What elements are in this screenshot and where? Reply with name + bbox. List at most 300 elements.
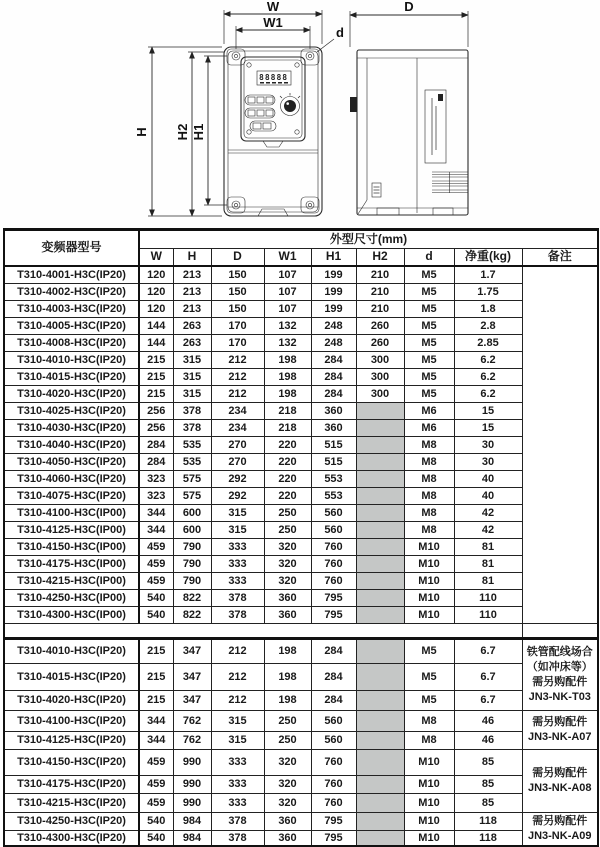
- table-row: [4, 607, 598, 624]
- screw-cell: M8: [404, 505, 454, 522]
- model-cell: T310-4015-H3C(IP20): [4, 664, 139, 691]
- d-cell: 315: [211, 522, 264, 539]
- model-cell: T310-4175-H3C(IP20): [4, 776, 139, 794]
- w1-cell: 220: [264, 488, 311, 505]
- h2-cell: [356, 691, 404, 711]
- h-cell: 762: [173, 732, 211, 750]
- h1-cell: 515: [311, 454, 356, 471]
- w-cell: 144: [139, 318, 173, 335]
- weight-cell: 6.2: [454, 369, 522, 386]
- w1-cell: 360: [264, 607, 311, 624]
- model-cell: T310-4005-H3C(IP20): [4, 318, 139, 335]
- remark-cell: [522, 711, 598, 750]
- weight-cell: 118: [454, 813, 522, 831]
- dimensions-table: [3, 228, 599, 847]
- bottom-notch: [258, 209, 288, 216]
- dim-label-h1: H1: [191, 123, 206, 141]
- remark-line: 铁管配线场合: [526, 646, 593, 659]
- h-cell: 822: [173, 590, 211, 607]
- screw-cell: M6: [404, 403, 454, 420]
- remark-line: JN3-NK-A08: [527, 782, 592, 794]
- table-row: [4, 318, 598, 335]
- h1-cell: 248: [311, 318, 356, 335]
- screw-cell: M10: [404, 556, 454, 573]
- h1-cell: 560: [311, 505, 356, 522]
- h1-cell: 760: [311, 573, 356, 590]
- mounting-hook: [350, 97, 357, 112]
- h-cell: 535: [173, 454, 211, 471]
- table-row: [4, 691, 598, 711]
- h-cell: 213: [173, 301, 211, 318]
- h1-cell: 284: [311, 352, 356, 369]
- h2-cell: [356, 639, 404, 664]
- h1-cell: 360: [311, 420, 356, 437]
- d-cell: 333: [211, 539, 264, 556]
- w-cell: 120: [139, 266, 173, 284]
- h-cell: 378: [173, 420, 211, 437]
- potentiometer-knob: [280, 93, 300, 116]
- w1-cell: 198: [264, 386, 311, 403]
- remark-line: 需另购配件: [532, 767, 588, 780]
- h2-cell: [356, 522, 404, 539]
- h2-cell: [356, 664, 404, 691]
- table-body-group1: [4, 266, 598, 624]
- w1-cell: 132: [264, 318, 311, 335]
- table-row: [4, 352, 598, 369]
- screw-cell: M5: [404, 318, 454, 335]
- table-row: [4, 437, 598, 454]
- h1-cell: 795: [311, 590, 356, 607]
- h-cell: 990: [173, 794, 211, 813]
- d-cell: 212: [211, 664, 264, 691]
- h1-cell: 360: [311, 403, 356, 420]
- model-cell: T310-4215-H3C(IP20): [4, 794, 139, 813]
- w1-cell: 218: [264, 420, 311, 437]
- w1-cell: 320: [264, 776, 311, 794]
- header-h: H: [173, 249, 211, 267]
- weight-cell: 6.7: [454, 639, 522, 664]
- h1-cell: 760: [311, 776, 356, 794]
- w1-cell: 360: [264, 813, 311, 831]
- w1-cell: 198: [264, 691, 311, 711]
- separator-row: [4, 624, 598, 639]
- model-cell: T310-4075-H3C(IP20): [4, 488, 139, 505]
- d-cell: 292: [211, 471, 264, 488]
- h2-cell: [356, 794, 404, 813]
- screw-cell: M10: [404, 573, 454, 590]
- dim-label-d: d: [336, 25, 344, 40]
- model-cell: T310-4150-H3C(IP00): [4, 539, 139, 556]
- w1-cell: 198: [264, 352, 311, 369]
- h-cell: 535: [173, 437, 211, 454]
- model-cell: T310-4008-H3C(IP20): [4, 335, 139, 352]
- h1-cell: 515: [311, 437, 356, 454]
- h2-cell: 300: [356, 352, 404, 369]
- h1-cell: 284: [311, 369, 356, 386]
- d-cell: 234: [211, 403, 264, 420]
- screw-cell: M5: [404, 639, 454, 664]
- h-cell: 822: [173, 607, 211, 624]
- w-cell: 323: [139, 471, 173, 488]
- screw-cell: M10: [404, 794, 454, 813]
- w-cell: 256: [139, 420, 173, 437]
- w-cell: 540: [139, 813, 173, 831]
- weight-cell: 42: [454, 522, 522, 539]
- h2-cell: [356, 488, 404, 505]
- w1-cell: 220: [264, 437, 311, 454]
- table-row: [4, 505, 598, 522]
- header-remarks: 备注: [522, 249, 598, 267]
- h1-cell: 284: [311, 386, 356, 403]
- header-row-group: [4, 230, 598, 249]
- model-cell: T310-4015-H3C(IP20): [4, 369, 139, 386]
- screw-cell: M5: [404, 266, 454, 284]
- model-cell: T310-4030-H3C(IP20): [4, 420, 139, 437]
- w1-cell: 360: [264, 831, 311, 847]
- w1-cell: 198: [264, 639, 311, 664]
- header-weight: 净重(kg): [454, 249, 522, 267]
- table-row: [4, 590, 598, 607]
- weight-cell: 6.7: [454, 691, 522, 711]
- w1-cell: 250: [264, 505, 311, 522]
- screw-cell: M8: [404, 732, 454, 750]
- model-cell: T310-4175-H3C(IP00): [4, 556, 139, 573]
- weight-cell: 6.7: [454, 664, 522, 691]
- model-cell: T310-4250-H3C(IP20): [4, 813, 139, 831]
- w1-cell: 250: [264, 732, 311, 750]
- h1-cell: 199: [311, 266, 356, 284]
- w-cell: 215: [139, 369, 173, 386]
- model-cell: T310-4001-H3C(IP20): [4, 266, 139, 284]
- h1-cell: 553: [311, 471, 356, 488]
- d-cell: 212: [211, 691, 264, 711]
- remark-cell: [522, 639, 598, 711]
- table-row: [4, 522, 598, 539]
- h2-cell: [356, 505, 404, 522]
- h1-cell: 560: [311, 711, 356, 732]
- weight-cell: 6.2: [454, 386, 522, 403]
- w-cell: 215: [139, 691, 173, 711]
- weight-cell: 1.7: [454, 266, 522, 284]
- screw-cell: M8: [404, 522, 454, 539]
- screw-cell: M10: [404, 831, 454, 847]
- screw-cell: M5: [404, 691, 454, 711]
- d-cell: 315: [211, 732, 264, 750]
- screw-cell: M10: [404, 590, 454, 607]
- d-cell: 333: [211, 573, 264, 590]
- remark-line: 需另购配件: [532, 815, 588, 828]
- model-cell: T310-4250-H3C(IP00): [4, 590, 139, 607]
- h1-cell: 760: [311, 539, 356, 556]
- front-view: [224, 47, 322, 216]
- table-row: [4, 573, 598, 590]
- separator-cell: [4, 624, 522, 639]
- h2-cell: [356, 454, 404, 471]
- w-cell: 459: [139, 539, 173, 556]
- w-cell: 459: [139, 573, 173, 590]
- weight-cell: 2.8: [454, 318, 522, 335]
- dimension-drawing: [0, 0, 600, 228]
- h1-cell: 284: [311, 639, 356, 664]
- table-row: [4, 776, 598, 794]
- button-row-2: [245, 108, 275, 118]
- screw-cell: M5: [404, 664, 454, 691]
- table-row: [4, 639, 598, 664]
- h1-cell: 760: [311, 750, 356, 776]
- w1-cell: 107: [264, 284, 311, 301]
- weight-cell: 42: [454, 505, 522, 522]
- screw-cell: M8: [404, 437, 454, 454]
- remark-line: JN3-NK-T03: [528, 690, 591, 703]
- h2-cell: 210: [356, 266, 404, 284]
- w1-cell: 360: [264, 590, 311, 607]
- screw-cell: M8: [404, 711, 454, 732]
- h2-cell: [356, 813, 404, 831]
- w-cell: 120: [139, 284, 173, 301]
- screw-cell: M8: [404, 471, 454, 488]
- h2-cell: 210: [356, 284, 404, 301]
- h2-cell: [356, 556, 404, 573]
- table-row: [4, 556, 598, 573]
- model-cell: T310-4100-H3C(IP20): [4, 711, 139, 732]
- h2-cell: [356, 711, 404, 732]
- d-cell: 212: [211, 369, 264, 386]
- model-cell: T310-4300-H3C(IP20): [4, 831, 139, 847]
- h-cell: 990: [173, 750, 211, 776]
- h-cell: 347: [173, 691, 211, 711]
- screw-cell: M10: [404, 776, 454, 794]
- d-cell: 333: [211, 794, 264, 813]
- w-cell: 284: [139, 437, 173, 454]
- h2-cell: [356, 732, 404, 750]
- weight-cell: 30: [454, 437, 522, 454]
- h1-cell: 553: [311, 488, 356, 505]
- header-h2: H2: [356, 249, 404, 267]
- weight-cell: 6.2: [454, 352, 522, 369]
- table-row: [4, 335, 598, 352]
- model-cell: T310-4125-H3C(IP20): [4, 732, 139, 750]
- h-cell: 575: [173, 471, 211, 488]
- w-cell: 144: [139, 335, 173, 352]
- model-cell: T310-4025-H3C(IP20): [4, 403, 139, 420]
- remark-cell: [522, 813, 598, 847]
- table-row: [4, 831, 598, 847]
- table-row: [4, 386, 598, 403]
- h2-cell: [356, 776, 404, 794]
- d-cell: 378: [211, 607, 264, 624]
- w1-cell: 220: [264, 454, 311, 471]
- w-cell: 459: [139, 776, 173, 794]
- h-cell: 213: [173, 284, 211, 301]
- w1-cell: 250: [264, 522, 311, 539]
- h2-cell: [356, 831, 404, 847]
- model-cell: T310-4010-H3C(IP20): [4, 352, 139, 369]
- h-cell: 315: [173, 386, 211, 403]
- w-cell: 459: [139, 794, 173, 813]
- h-cell: 263: [173, 318, 211, 335]
- h2-cell: [356, 437, 404, 454]
- weight-cell: 85: [454, 794, 522, 813]
- remark-line: JN3-NK-A09: [527, 830, 592, 842]
- weight-cell: 81: [454, 539, 522, 556]
- table-row: [4, 471, 598, 488]
- remark-line: JN3-NK-A07: [527, 731, 592, 743]
- w1-cell: 107: [264, 301, 311, 318]
- table-row: [4, 266, 598, 284]
- heatsink-fins: [432, 172, 468, 193]
- h1-cell: 795: [311, 813, 356, 831]
- d-cell: 270: [211, 454, 264, 471]
- w-cell: 459: [139, 750, 173, 776]
- w-cell: 344: [139, 505, 173, 522]
- remark-line: 需另购配件: [532, 676, 588, 688]
- h1-cell: 284: [311, 664, 356, 691]
- w1-cell: 198: [264, 664, 311, 691]
- w-cell: 540: [139, 831, 173, 847]
- model-cell: T310-4300-H3C(IP00): [4, 607, 139, 624]
- side-view: [350, 50, 468, 215]
- screw-cell: M5: [404, 335, 454, 352]
- table-row: [4, 420, 598, 437]
- h1-cell: 560: [311, 732, 356, 750]
- weight-cell: 1.75: [454, 284, 522, 301]
- table-row: [4, 711, 598, 732]
- w1-cell: 320: [264, 556, 311, 573]
- d-cell: 270: [211, 437, 264, 454]
- weight-cell: 85: [454, 776, 522, 794]
- table-row: [4, 488, 598, 505]
- dim-label-w: W: [266, 0, 280, 14]
- screw-cell: M10: [404, 539, 454, 556]
- h1-cell: 760: [311, 556, 356, 573]
- table-header: [4, 230, 598, 267]
- h2-cell: 300: [356, 369, 404, 386]
- h2-cell: 300: [356, 386, 404, 403]
- h-cell: 315: [173, 369, 211, 386]
- h-cell: 984: [173, 831, 211, 847]
- h1-cell: 560: [311, 522, 356, 539]
- model-cell: T310-4060-H3C(IP20): [4, 471, 139, 488]
- remark-cell: [522, 750, 598, 813]
- dim-label-h: H: [134, 127, 149, 137]
- weight-cell: 1.8: [454, 301, 522, 318]
- weight-cell: 110: [454, 607, 522, 624]
- model-cell: T310-4020-H3C(IP20): [4, 691, 139, 711]
- screw-cell: M5: [404, 284, 454, 301]
- h1-cell: 284: [311, 691, 356, 711]
- header-model: 变频器型号: [4, 230, 139, 267]
- h2-cell: [356, 403, 404, 420]
- d-cell: 315: [211, 505, 264, 522]
- d-cell: 378: [211, 813, 264, 831]
- header-outline-dims: 外型尺寸(mm): [139, 230, 598, 249]
- w-cell: 540: [139, 590, 173, 607]
- model-cell: T310-4010-H3C(IP20): [4, 639, 139, 664]
- screw-cell: M5: [404, 386, 454, 403]
- panel-connector: [263, 141, 283, 147]
- h1-cell: 199: [311, 284, 356, 301]
- d-cell: 150: [211, 301, 264, 318]
- h-cell: 213: [173, 266, 211, 284]
- h-cell: 600: [173, 522, 211, 539]
- separator: [4, 624, 598, 639]
- weight-cell: 85: [454, 750, 522, 776]
- h1-cell: 760: [311, 794, 356, 813]
- weight-cell: 2.85: [454, 335, 522, 352]
- d-cell: 212: [211, 352, 264, 369]
- d-cell: 170: [211, 318, 264, 335]
- model-cell: T310-4040-H3C(IP20): [4, 437, 139, 454]
- d-cell: 150: [211, 284, 264, 301]
- table-row: [4, 369, 598, 386]
- w1-cell: 198: [264, 369, 311, 386]
- w-cell: 323: [139, 488, 173, 505]
- screw-cell: M10: [404, 750, 454, 776]
- weight-cell: 118: [454, 831, 522, 847]
- model-cell: T310-4050-H3C(IP20): [4, 454, 139, 471]
- h2-cell: 260: [356, 335, 404, 352]
- h-cell: 790: [173, 573, 211, 590]
- h2-cell: [356, 607, 404, 624]
- d-cell: 234: [211, 420, 264, 437]
- remark-line: （如冲床等）: [526, 661, 593, 674]
- header-screw: d: [404, 249, 454, 267]
- model-cell: T310-4003-H3C(IP20): [4, 301, 139, 318]
- h2-cell: [356, 573, 404, 590]
- h2-cell: [356, 750, 404, 776]
- d-cell: 378: [211, 831, 264, 847]
- weight-cell: 15: [454, 420, 522, 437]
- w-cell: 256: [139, 403, 173, 420]
- d-cell: 378: [211, 590, 264, 607]
- dim-label-depth: D: [404, 0, 414, 14]
- w-cell: 459: [139, 556, 173, 573]
- w1-cell: 107: [264, 266, 311, 284]
- h1-cell: 795: [311, 831, 356, 847]
- weight-cell: 40: [454, 471, 522, 488]
- d-cell: 212: [211, 386, 264, 403]
- weight-cell: 46: [454, 711, 522, 732]
- table-row: [4, 301, 598, 318]
- w-cell: 215: [139, 664, 173, 691]
- weight-cell: 30: [454, 454, 522, 471]
- w1-cell: 320: [264, 539, 311, 556]
- model-cell: T310-4150-H3C(IP20): [4, 750, 139, 776]
- h2-cell: [356, 471, 404, 488]
- weight-cell: 81: [454, 556, 522, 573]
- h-cell: 790: [173, 556, 211, 573]
- w1-cell: 320: [264, 794, 311, 813]
- remark-line: 需另购配件: [532, 716, 588, 729]
- w-cell: 344: [139, 732, 173, 750]
- table-row: [4, 454, 598, 471]
- model-cell: T310-4215-H3C(IP00): [4, 573, 139, 590]
- w-cell: 284: [139, 454, 173, 471]
- h-cell: 984: [173, 813, 211, 831]
- screw-cell: M8: [404, 454, 454, 471]
- d-cell: 212: [211, 639, 264, 664]
- h1-cell: 199: [311, 301, 356, 318]
- header-w: W: [139, 249, 173, 267]
- button-row-1: [245, 95, 275, 105]
- h2-cell: [356, 539, 404, 556]
- w-cell: 344: [139, 522, 173, 539]
- model-cell: T310-4020-H3C(IP20): [4, 386, 139, 403]
- h-cell: 790: [173, 539, 211, 556]
- d-cell: 150: [211, 266, 264, 284]
- header-d: D: [211, 249, 264, 267]
- remarks-empty-cell: [522, 266, 598, 624]
